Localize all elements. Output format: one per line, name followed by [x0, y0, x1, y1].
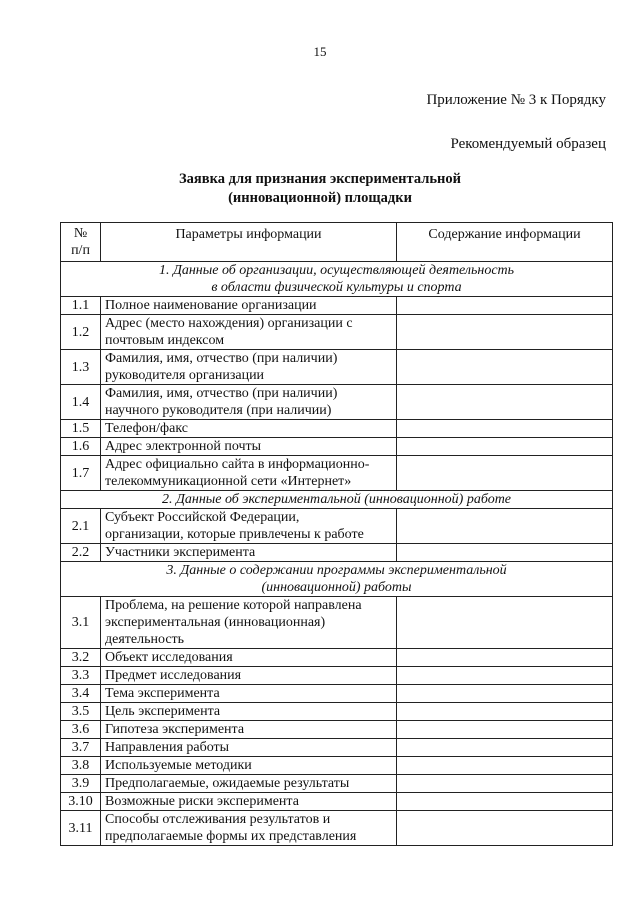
row-content-cell [397, 385, 613, 420]
row-parameter-line: Проблема, на решение которой направлена [105, 598, 362, 613]
row-number: 1.3 [61, 350, 101, 385]
row-parameter-line: предполагаемые формы их представления [105, 829, 357, 844]
row-number: 3.10 [61, 793, 101, 811]
row-parameter-line: Способы отслеживания результатов и [105, 812, 331, 827]
row-parameter [101, 385, 397, 420]
header-number [61, 223, 101, 262]
table-row [61, 685, 613, 703]
row-number: 1.4 [61, 385, 101, 420]
table-row [61, 297, 613, 315]
row-parameter-line: Гипотеза эксперимента [105, 722, 245, 737]
row-parameter [101, 297, 397, 315]
row-parameter-line: Тема эксперимента [105, 686, 220, 701]
row-content-cell [397, 721, 613, 739]
application-table [60, 222, 613, 846]
sample-label: Рекомендуемый образец [450, 136, 606, 152]
row-number: 3.9 [61, 775, 101, 793]
table-row [61, 721, 613, 739]
row-content-cell [397, 667, 613, 685]
row-parameter-line: Полное наименование организации [105, 298, 317, 313]
row-content-cell [397, 597, 613, 649]
row-number: 3.11 [61, 811, 101, 846]
table-row [61, 703, 613, 721]
row-content-cell [397, 509, 613, 544]
row-parameter-line: Возможные риски эксперимента [105, 794, 299, 809]
row-parameter-line: Объект исследования [105, 650, 233, 665]
table-row [61, 775, 613, 793]
row-parameter [101, 721, 397, 739]
table-row [61, 385, 613, 420]
row-parameter-line: Адрес электронной почты [105, 439, 262, 454]
table-row [61, 811, 613, 846]
section-title-line: 1. Данные об организации, осуществляющей деятельность [158, 263, 515, 278]
section-title [61, 262, 613, 297]
row-number: 3.8 [61, 757, 101, 775]
table-body [61, 262, 613, 846]
row-parameter-line: деятельность [105, 632, 185, 647]
row-number: 1.7 [61, 456, 101, 491]
row-number: 3.2 [61, 649, 101, 667]
row-parameter-line: Предполагаемые, ожидаемые результаты [105, 776, 350, 791]
row-content-cell [397, 739, 613, 757]
row-parameter-line: Направления работы [105, 740, 230, 755]
table-header-row [61, 223, 613, 262]
row-parameter-line: руководителя организации [105, 368, 265, 383]
row-number: 2.2 [61, 544, 101, 562]
row-content-cell [397, 315, 613, 350]
row-content-cell [397, 297, 613, 315]
row-number: 3.7 [61, 739, 101, 757]
row-parameter [101, 420, 397, 438]
section-title [61, 491, 613, 509]
table-row [61, 509, 613, 544]
row-content-cell [397, 811, 613, 846]
row-content-cell [397, 350, 613, 385]
table-row [61, 544, 613, 562]
section-header-row [61, 562, 613, 597]
table-row [61, 350, 613, 385]
row-content-cell [397, 438, 613, 456]
row-content-cell [397, 456, 613, 491]
section-header-row [61, 491, 613, 509]
row-parameter [101, 350, 397, 385]
row-number: 3.5 [61, 703, 101, 721]
row-parameter-line: научного руководителя (при наличии) [105, 403, 332, 418]
row-parameter-line: Фамилия, имя, отчество (при наличии) [105, 386, 338, 401]
row-parameter [101, 438, 397, 456]
row-content-cell [397, 420, 613, 438]
row-number: 3.1 [61, 597, 101, 649]
section-title-line: в области физической культуры и спорта [211, 280, 462, 295]
row-content-cell [397, 703, 613, 721]
page-number: 15 [313, 44, 327, 59]
row-parameter [101, 757, 397, 775]
header-number-line-1: № [73, 226, 88, 241]
table-row [61, 649, 613, 667]
row-parameter [101, 811, 397, 846]
row-parameter [101, 649, 397, 667]
row-parameter [101, 739, 397, 757]
row-parameter-line: телекоммуникационной сети «Интернет» [105, 474, 352, 489]
section-title-line: 3. Данные о содержании программы экспериментальной [166, 563, 507, 578]
section-title [61, 562, 613, 597]
row-parameter [101, 597, 397, 649]
row-parameter-line: Используемые методики [105, 758, 252, 773]
table-row [61, 315, 613, 350]
table-row [61, 757, 613, 775]
row-content-cell [397, 649, 613, 667]
table-row [61, 739, 613, 757]
row-number: 3.6 [61, 721, 101, 739]
row-parameter-line: экспериментальная (инновационная) [105, 615, 326, 630]
row-content-cell [397, 544, 613, 562]
row-number: 3.3 [61, 667, 101, 685]
row-parameter [101, 544, 397, 562]
row-content-cell [397, 757, 613, 775]
row-parameter [101, 509, 397, 544]
table-row [61, 420, 613, 438]
row-parameter-line: Предмет исследования [105, 668, 242, 683]
row-content-cell [397, 793, 613, 811]
row-parameter [101, 775, 397, 793]
table-row [61, 597, 613, 649]
table-row [61, 438, 613, 456]
table-row [61, 793, 613, 811]
row-parameter-line: Адрес официально сайта в информационно- [105, 457, 370, 472]
header-number-line-2: п/п [71, 243, 90, 258]
table-row [61, 667, 613, 685]
row-parameter-line: Субъект Российской Федерации, [105, 510, 300, 525]
title-line-1: Заявка для признания экспериментальной [179, 171, 461, 187]
row-content-cell [397, 775, 613, 793]
row-parameter-line: организации, которые привлечены к работе [105, 527, 364, 542]
row-parameter-line: Участники эксперимента [105, 545, 256, 560]
row-parameter [101, 667, 397, 685]
row-parameter-line: Фамилия, имя, отчество (при наличии) [105, 351, 338, 366]
section-title-line: (инновационной) работы [261, 580, 412, 595]
row-parameter-line: Адрес (место нахождения) организации с [105, 316, 353, 331]
title-line-2: (инновационной) площадки [228, 190, 412, 206]
table-row [61, 456, 613, 491]
section-title-line: 2. Данные об экспериментальной (инновационной) работе [161, 492, 512, 507]
row-number: 1.6 [61, 438, 101, 456]
row-number: 2.1 [61, 509, 101, 544]
section-header-row [61, 262, 613, 297]
document-title [0, 170, 640, 208]
row-parameter [101, 685, 397, 703]
row-number: 1.5 [61, 420, 101, 438]
row-parameter [101, 315, 397, 350]
row-number: 1.2 [61, 315, 101, 350]
row-number: 1.1 [61, 297, 101, 315]
header-content: Содержание информации [397, 223, 613, 262]
header-params: Параметры информации [101, 223, 397, 262]
row-parameter [101, 793, 397, 811]
row-parameter-line: Телефон/факс [105, 421, 189, 436]
row-number: 3.4 [61, 685, 101, 703]
appendix-label: Приложение № 3 к Порядку [426, 92, 606, 108]
row-parameter [101, 456, 397, 491]
row-parameter-line: Цель эксперимента [105, 704, 221, 719]
row-parameter [101, 703, 397, 721]
row-parameter-line: почтовым индексом [105, 333, 225, 348]
row-content-cell [397, 685, 613, 703]
